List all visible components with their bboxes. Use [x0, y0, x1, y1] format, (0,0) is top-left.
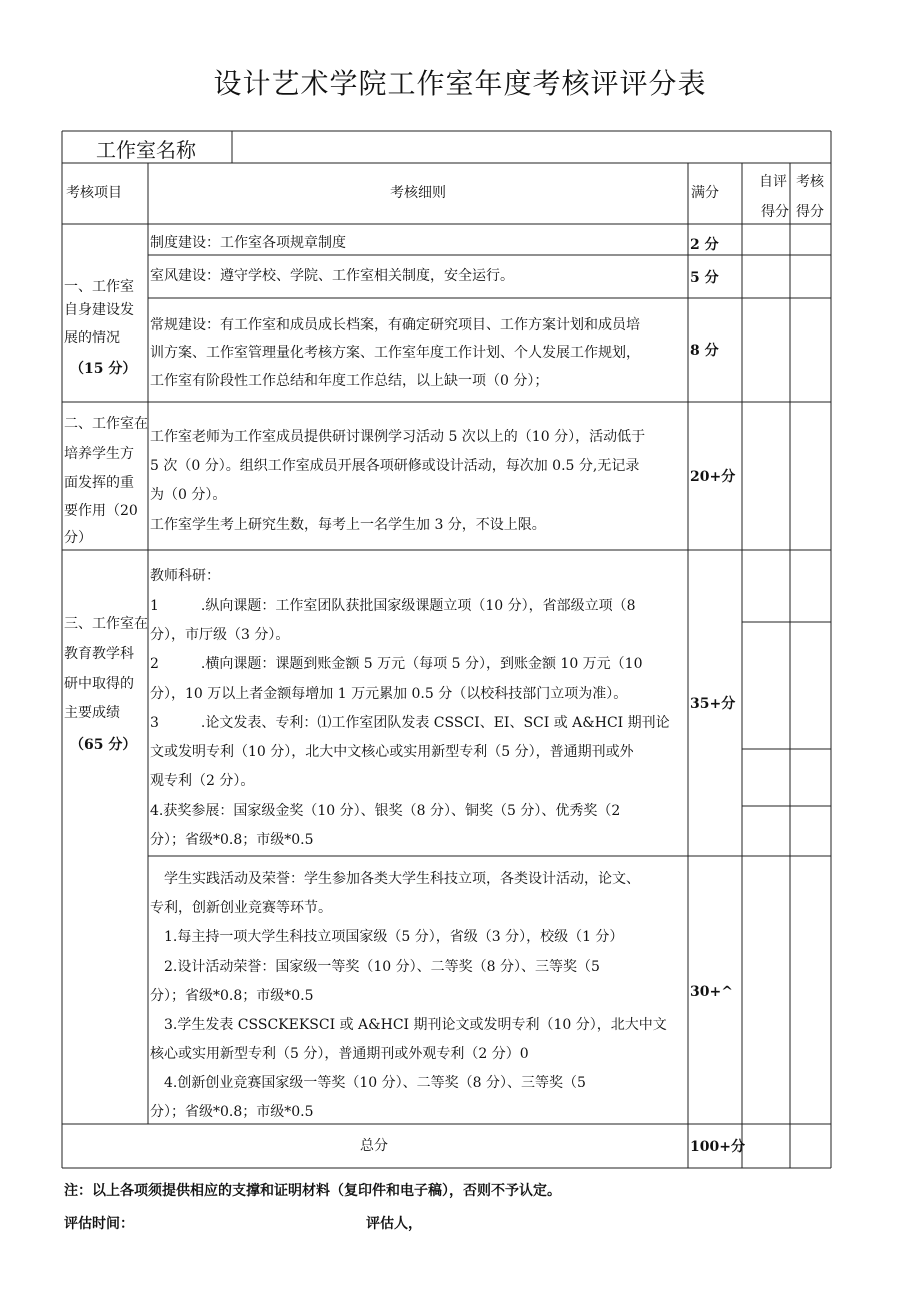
teacher-research-text: 观专利（2 分）。	[150, 773, 255, 789]
section1-row3-text: 常规建设：有工作室和成员成长档案，有确定研究项目、工作方案计划和成员培	[150, 317, 640, 333]
teacher-research-text: 分），市厅级（3 分）。	[150, 627, 290, 643]
teacher-research-text: 1 .纵向课题：工作室团队获批国家级课题立项（10 分），省部级立项（8	[150, 598, 636, 614]
student-practice-text: 专利，创新创业竞赛等环节。	[150, 900, 332, 916]
teacher-research-score: 35+分	[690, 696, 736, 712]
student-practice-text: 3.学生发表 CSSCKEKSCI 或 A&HCI 期刊论文或发明专利（10 分），北大中文	[150, 1017, 667, 1033]
teacher-research-text: 分）；省级*0.8；市级*0.5	[150, 832, 314, 848]
teacher-research-text: 教师科研：	[150, 568, 220, 584]
section2-label-line: 培养学生方	[64, 446, 134, 462]
section1-row3-text: 训方案、工作室管理量化考核方案、工作室年度工作计划、个人发展工作规划，	[150, 345, 640, 361]
section1-label-line: 一、工作室	[64, 279, 134, 295]
teacher-research-text: 2 .横向课题：课题到账金额 5 万元（每项 5 分），到账金额 10 万元（10	[150, 656, 643, 672]
student-practice-text: 学生实践活动及荣誉：学生参加各类大学生科技立项，各类设计活动，论文、	[150, 871, 640, 887]
student-practice-text: 4.创新创业竞赛国家级一等奖（10 分）、二等奖（8 分）、三等奖（5	[150, 1075, 586, 1091]
section2-text: 工作室老师为工作室成员提供研讨课例学习活动 5 次以上的（10 分），活动低于	[150, 429, 646, 445]
teacher-research-text: 3 .论文发表、专利：⑴工作室团队发表 CSSCI、EI、SCI 或 A&HCI 期刊论	[150, 715, 670, 731]
section1-label-line: 展的情况	[64, 330, 120, 346]
section2-score: 20+分	[690, 469, 736, 485]
teacher-research-text: 4.获奖参展：国家级金奖（10 分）、银奖（8 分）、铜奖（5 分）、优秀奖（2	[150, 803, 621, 819]
student-practice-score: 30+^	[690, 984, 733, 1000]
header-full-score: 满分	[691, 185, 719, 201]
header-self-score-2: 得分	[761, 204, 789, 220]
section2-text: 为（0 分）。	[150, 487, 227, 503]
evaluator-label: 评估人，	[366, 1216, 422, 1232]
section2-text: 5 次（0 分）。组织工作室成员开展各项研修或设计活动，每次加 0.5 分,无记录	[150, 458, 640, 474]
section1-label-line: （15 分）	[70, 361, 137, 377]
student-practice-text: 核心或实用新型专利（5 分），普通期刊或外观专利（2 分）0	[150, 1046, 529, 1062]
studio-name-label: 工作室名称	[96, 138, 196, 162]
eval-time-label: 评估时间：	[64, 1216, 134, 1232]
section3-label-line: 主要成绩	[64, 705, 120, 721]
section2-label-line: 二、工作室在	[64, 416, 148, 432]
section3-label-line: 三、工作室在	[64, 616, 148, 632]
header-assess-score-1: 考核	[796, 174, 824, 190]
section2-label-line: 要作用（20	[64, 503, 138, 519]
section1-label-line: 自身建设发	[64, 302, 134, 318]
section2-text: 工作室学生考上研究生数，每考上一名学生加 3 分，不设上限。	[150, 517, 546, 533]
section3-label-line: 研中取得的	[64, 676, 134, 692]
header-item: 考核项目	[66, 185, 122, 201]
section1-row2-text: 室风建设：遵守学校、学院、工作室相关制度，安全运行。	[150, 268, 514, 284]
student-practice-text: 分）；省级*0.8；市级*0.5	[150, 1104, 314, 1120]
student-practice-text: 分）；省级*0.8；市级*0.5	[150, 988, 314, 1004]
section1-row3-text: 工作室有阶段性工作总结和年度工作总结，以上缺一项（0 分）；	[150, 373, 549, 389]
header-detail: 考核细则	[390, 185, 446, 201]
section2-label-line: 分）	[64, 530, 92, 546]
section1-row1-score: 2 分	[690, 237, 719, 253]
section2-label-line: 面发挥的重	[64, 475, 134, 491]
section1-row3-score: 8 分	[690, 343, 719, 359]
section3-label-line: （65 分）	[70, 737, 137, 753]
student-practice-text: 1.每主持一项大学生科技立项国家级（5 分），省级（3 分），校级（1 分）	[150, 929, 624, 945]
total-label: 总分	[360, 1138, 388, 1154]
total-score: 100+分	[690, 1139, 745, 1155]
header-self-score-1: 自评	[759, 174, 787, 190]
teacher-research-text: 分），10 万以上者金额每增加 1 万元累加 0.5 分（以校科技部门立项为准）。	[150, 686, 628, 702]
student-practice-text: 2.设计活动荣誉：国家级一等奖（10 分）、二等奖（8 分）、三等奖（5	[150, 959, 600, 975]
page-title: 设计艺术学院工作室年度考核评评分表	[213, 67, 707, 100]
teacher-research-text: 文或发明专利（10 分），北大中文核心或实用新型专利（5 分），普通期刊或外	[150, 744, 634, 760]
header-assess-score-2: 得分	[796, 204, 824, 220]
section1-row2-score: 5 分	[690, 270, 719, 286]
footer-note: 注：以上各项须提供相应的支撑和证明材料（复印件和电子稿），否则不予认定。	[64, 1183, 561, 1199]
section1-row1-text: 制度建设：工作室各项规章制度	[150, 235, 346, 251]
section3-label-line: 教育教学科	[64, 646, 134, 662]
